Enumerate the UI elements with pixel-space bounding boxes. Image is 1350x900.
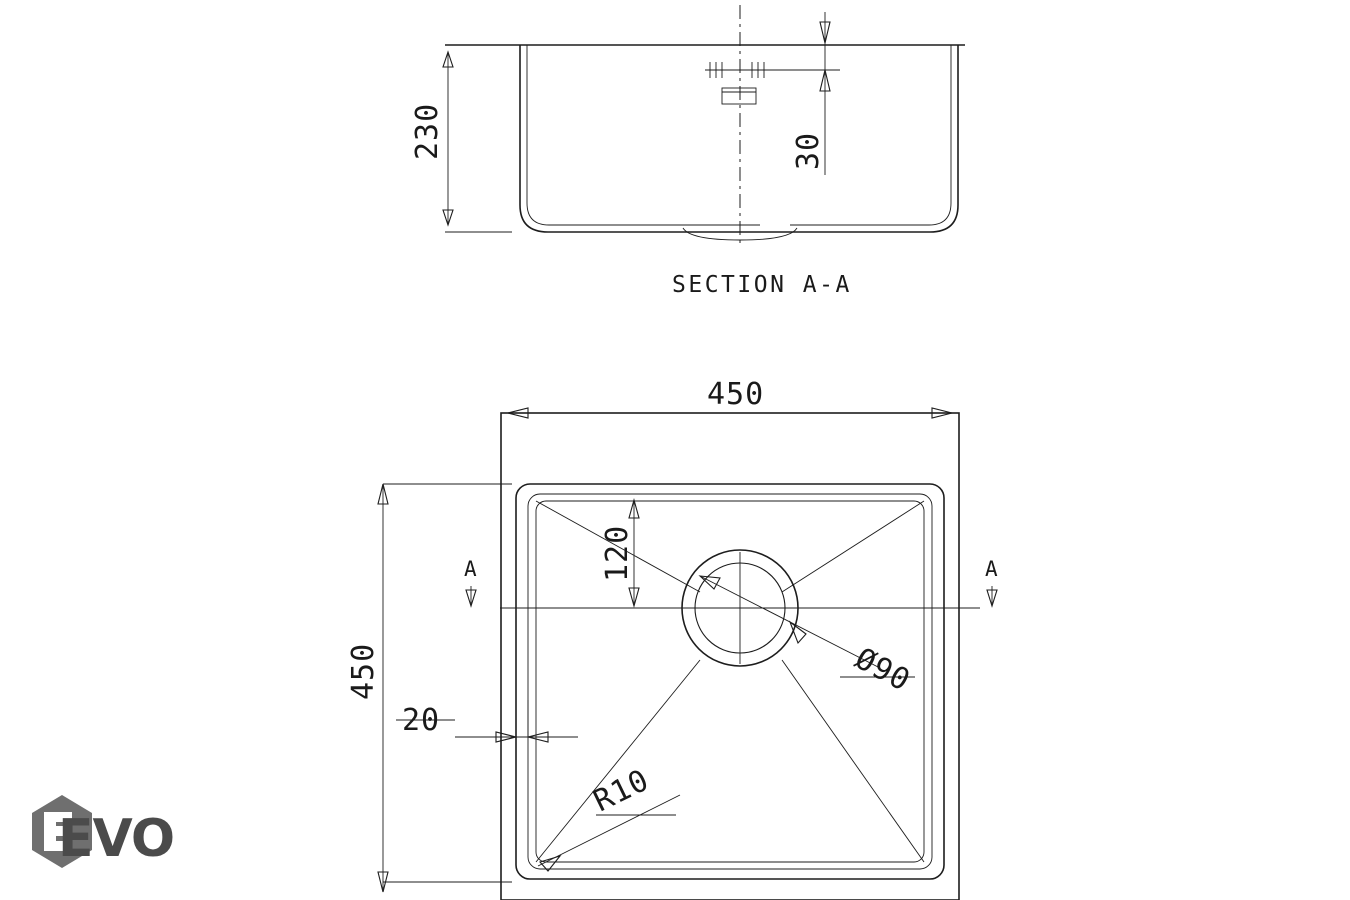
dimension-450-width (508, 377, 952, 418)
plan-slope-bl (536, 660, 700, 862)
section-mark-right (985, 557, 998, 606)
dimension-r10-label: R10 (588, 762, 655, 820)
dimension-450-depth-label: 450 (346, 642, 381, 700)
watermark-logo (32, 795, 174, 869)
section-mark-left-label: A (464, 557, 477, 581)
section-mark-left (464, 557, 477, 606)
dimension-30 (770, 12, 840, 175)
plan-slope-tr (782, 501, 924, 592)
plan-view (346, 377, 998, 900)
dimension-450-depth (346, 484, 512, 892)
dimension-230-label: 230 (410, 102, 445, 160)
dimension-120 (600, 500, 690, 608)
dimension-20 (396, 700, 578, 742)
section-faucet-detail (705, 62, 770, 104)
section-inner-wall (527, 45, 760, 225)
logo-text: EVO (58, 809, 175, 869)
dimension-dia90 (700, 576, 916, 699)
section-mark-right-label: A (985, 557, 998, 581)
plan-basin-inner2 (536, 501, 924, 862)
dimension-20-label: 20 (402, 703, 441, 738)
section-view (410, 5, 965, 298)
dimension-30-label: 30 (791, 131, 826, 170)
section-title: SECTION A-A (672, 272, 852, 298)
dimension-120-label: 120 (600, 524, 635, 582)
section-basin-outline (520, 45, 958, 232)
dimension-230 (410, 45, 512, 232)
dimension-450-width-label: 450 (707, 377, 765, 412)
dimension-dia90-label: Ø90 (849, 641, 917, 699)
dimension-r10 (538, 763, 680, 871)
